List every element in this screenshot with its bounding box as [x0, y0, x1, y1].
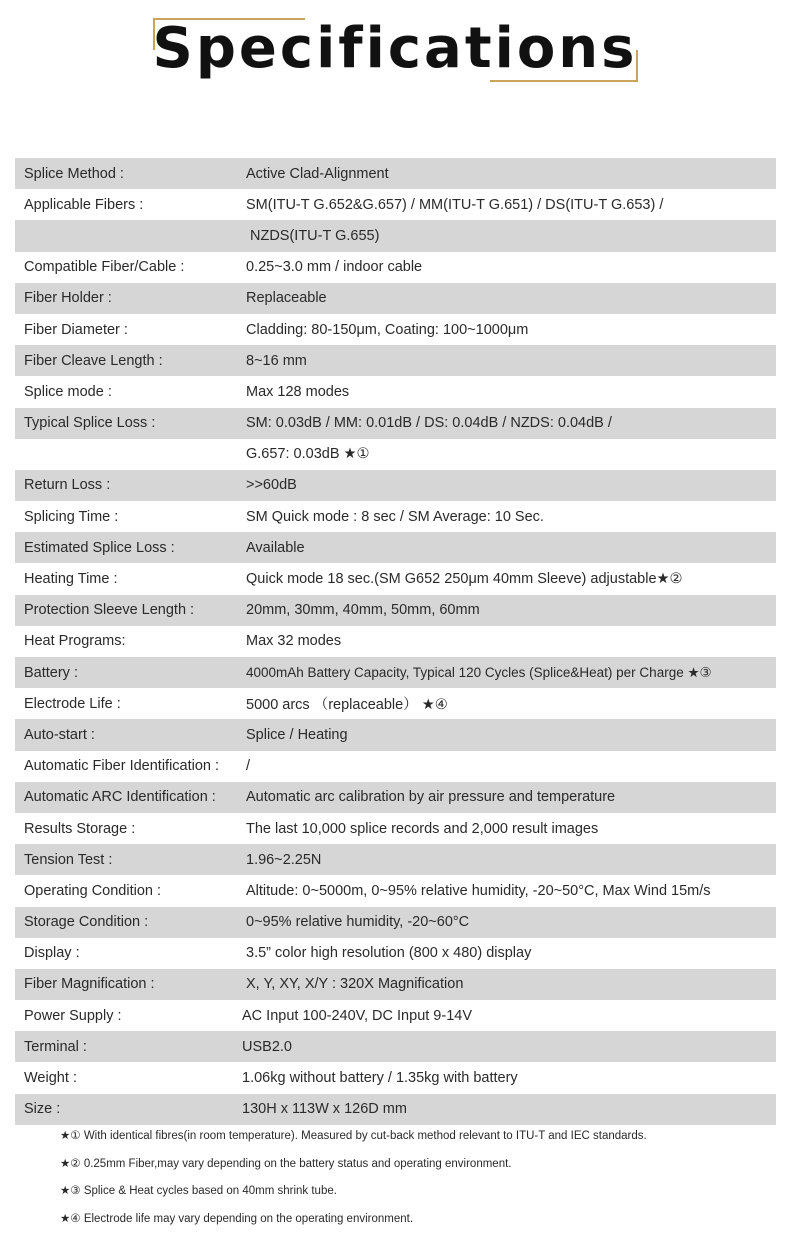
- spec-label: Electrode Life :: [24, 695, 121, 712]
- spec-row-splicing-time: [15, 501, 776, 532]
- spec-label: Splicing Time :: [24, 508, 119, 525]
- spec-label: Fiber Magnification :: [24, 976, 155, 993]
- spec-value: The last 10,000 splice records and 2,000 result images: [246, 820, 599, 837]
- spec-row-tension-test: [15, 844, 776, 875]
- spec-label: Compatible Fiber/Cable :: [24, 259, 185, 276]
- spec-row-storage-condition: [15, 907, 776, 938]
- spec-value: Altitude: 0~5000m, 0~95% relative humidity, -20~50°C, Max Wind 15m/s: [246, 882, 711, 899]
- footnotes: [60, 1128, 780, 1239]
- spec-value: Splice / Heating: [246, 726, 348, 743]
- spec-row-display: [15, 938, 776, 969]
- spec-label: Protection Sleeve Length :: [24, 602, 195, 619]
- spec-label: Storage Condition :: [24, 914, 149, 931]
- spec-value: /: [246, 758, 251, 775]
- spec-value: Cladding: 80-150μm, Coating: 100~1000μm: [246, 321, 529, 338]
- spec-label: Automatic Fiber Identification :: [24, 758, 220, 775]
- spec-row-battery: [15, 657, 776, 688]
- spec-label: Display :: [24, 945, 80, 962]
- spec-label: Typical Splice Loss :: [24, 415, 156, 432]
- spec-label: Applicable Fibers :: [24, 196, 144, 213]
- spec-row-electrode-life: [15, 688, 776, 719]
- spec-label: Battery :: [24, 664, 78, 681]
- spec-row-heating-time: [15, 563, 776, 594]
- spec-label: Heating Time :: [24, 571, 118, 588]
- spec-row-splice-mode: [15, 376, 776, 407]
- spec-value: 5000 arcs （replaceable） ★④: [246, 697, 448, 714]
- spec-value: Max 32 modes: [246, 633, 342, 650]
- spec-row-weight: [15, 1062, 776, 1093]
- spec-value: 8~16 mm: [246, 352, 307, 369]
- spec-label: Heat Programs:: [24, 633, 126, 650]
- spec-row-applicable-fibers-cont: [15, 220, 776, 251]
- spec-label: Auto-start :: [24, 726, 95, 743]
- title-banner: [0, 0, 790, 100]
- spec-row-return-loss: [15, 470, 776, 501]
- spec-value: SM: 0.03dB / MM: 0.01dB / DS: 0.04dB / NZDS: 0.04dB /: [246, 415, 612, 432]
- spec-value: 4000mAh Battery Capacity, Typical 120 Cycles (Splice&Heat) per Charge ★③: [246, 664, 712, 680]
- spec-row-splice-method: [15, 158, 776, 189]
- spec-label: Results Storage :: [24, 820, 136, 837]
- spec-value: Quick mode 18 sec.(SM G652 250μm 40mm Sleeve) adjustable★②: [246, 571, 683, 588]
- spec-value: Max 128 modes: [246, 383, 350, 400]
- spec-label: Fiber Holder :: [24, 290, 112, 307]
- spec-value: 20mm, 30mm, 40mm, 50mm, 60mm: [246, 602, 480, 619]
- spec-value: Active Clad-Alignment: [246, 165, 389, 182]
- spec-row-size: [15, 1094, 776, 1125]
- spec-row-applicable-fibers: [15, 189, 776, 220]
- spec-value: >>60dB: [246, 477, 297, 494]
- spec-value: USB2.0: [242, 1038, 292, 1055]
- spec-label: Power Supply :: [24, 1007, 122, 1024]
- spec-label: Weight :: [24, 1070, 77, 1087]
- spec-label: Fiber Diameter :: [24, 321, 128, 338]
- spec-row-typical-splice-loss: [15, 408, 776, 439]
- spec-row-sleeve-length: [15, 595, 776, 626]
- spec-row-terminal: [15, 1031, 776, 1062]
- spec-label: Size :: [24, 1101, 61, 1118]
- spec-row-fiber-holder: [15, 283, 776, 314]
- spec-label: Splice mode :: [24, 383, 112, 400]
- spec-row-fiber-diameter: [15, 314, 776, 345]
- footnote-4: ★④ Electrode life may vary depending on the operating environment.: [60, 1213, 414, 1226]
- spec-value: Replaceable: [246, 290, 327, 307]
- spec-label: Automatic ARC Identification :: [24, 789, 216, 806]
- spec-row-auto-fiber-id: [15, 751, 776, 782]
- spec-value: G.657: 0.03dB ★①: [246, 446, 370, 463]
- spec-value: 0~95% relative humidity, -20~60°C: [246, 914, 470, 931]
- spec-value: AC Input 100-240V, DC Input 9-14V: [242, 1007, 473, 1024]
- spec-value: Available: [246, 539, 305, 556]
- spec-label: Estimated Splice Loss :: [24, 539, 175, 556]
- spec-label: Operating Condition :: [24, 882, 162, 899]
- footnote-3: ★③ Splice & Heat cycles based on 40mm shrink tube.: [60, 1185, 337, 1198]
- spec-row-cleave-length: [15, 345, 776, 376]
- spec-value: SM(ITU-T G.652&G.657) / MM(ITU-T G.651) / DS(ITU-T G.653) /: [246, 196, 664, 213]
- spec-row-operating-condition: [15, 875, 776, 906]
- spec-row-heat-programs: [15, 626, 776, 657]
- spec-row-results-storage: [15, 813, 776, 844]
- spec-row-power-supply: [15, 1000, 776, 1031]
- spec-table: [15, 158, 776, 1125]
- spec-value: 0.25~3.0 mm / indoor cable: [246, 259, 423, 276]
- spec-row-estimated-splice-loss: [15, 532, 776, 563]
- spec-value: NZDS(ITU-T G.655): [250, 227, 380, 244]
- spec-row-fiber-magnification: [15, 969, 776, 1000]
- spec-value: 1.06kg without battery / 1.35kg with battery: [242, 1070, 518, 1087]
- spec-row-typical-splice-loss-cont: [15, 439, 776, 470]
- spec-value: 3.5” color high resolution (800 x 480) display: [246, 945, 532, 962]
- spec-label: Splice Method :: [24, 165, 124, 182]
- spec-label: Fiber Cleave Length :: [24, 352, 163, 369]
- spec-row-compatible-fiber: [15, 252, 776, 283]
- spec-value: 130H x 113W x 126D mm: [242, 1101, 407, 1118]
- spec-label: Return Loss :: [24, 477, 111, 494]
- spec-row-auto-start: [15, 719, 776, 750]
- footnote-2: ★② 0.25mm Fiber,may vary depending on the battery status and operating environment.: [60, 1157, 512, 1170]
- spec-value: X, Y, XY, X/Y : 320X Magnification: [246, 976, 464, 993]
- spec-label: Tension Test :: [24, 851, 113, 868]
- spec-value: SM Quick mode : 8 sec / SM Average: 10 Sec.: [246, 508, 544, 525]
- footnote-1: ★① With identical fibres(in room temperature). Measured by cut-back method relevant to ITU-T and IEC standards.: [60, 1130, 647, 1142]
- spec-value: Automatic arc calibration by air pressure and temperature: [246, 789, 616, 806]
- page-title: Specifications: [152, 16, 638, 81]
- spec-label: Terminal :: [24, 1038, 87, 1055]
- spec-row-auto-arc-id: [15, 782, 776, 813]
- spec-value: 1.96~2.25N: [246, 851, 322, 868]
